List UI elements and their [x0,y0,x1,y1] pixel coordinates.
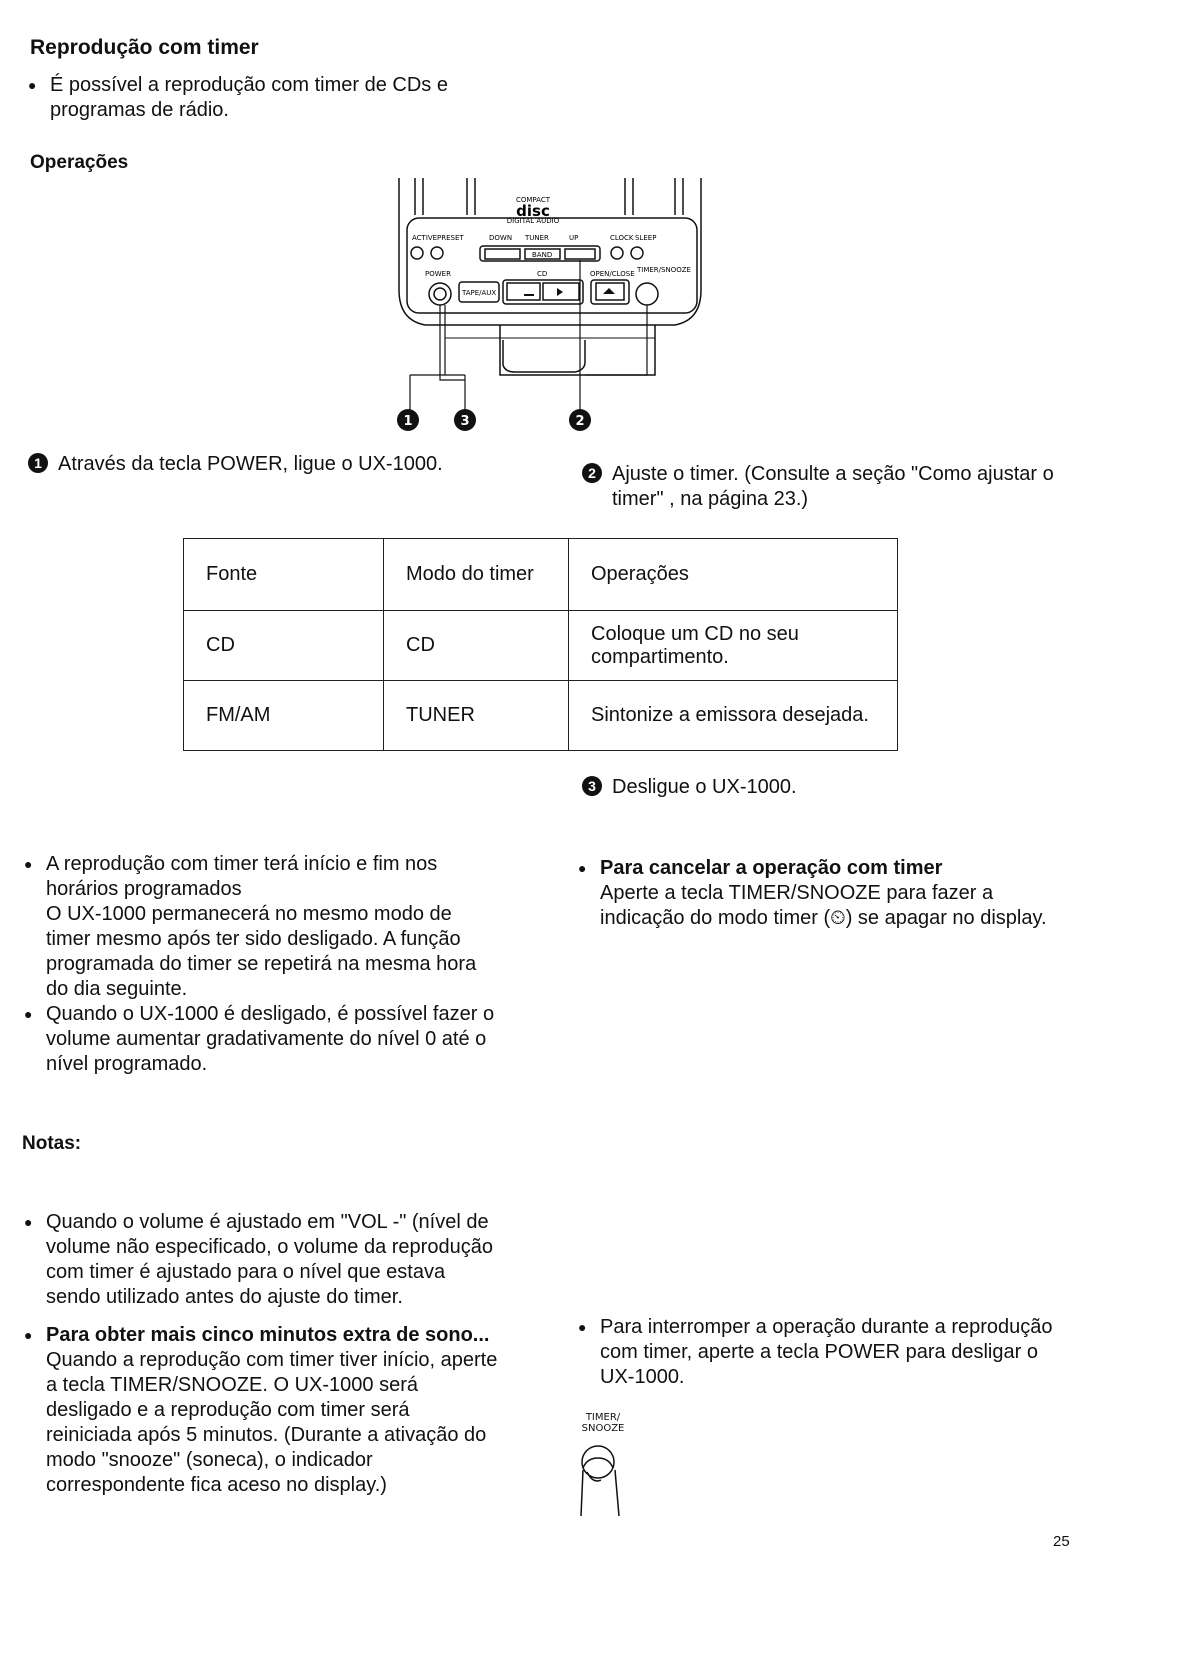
timer-notes-left [46,852,498,1077]
label-sleep: SLEEP [635,234,657,242]
table-header-cell: Modo do timer [384,539,569,611]
notas-bullet-1: ● Quando o volume é ajustado em "VOL -" (nível de volume não especificado, o volume da reprodução com timer é ajustado para o nível que estava sendo utilizado antes do ajuste do timer. [46,1210,498,1310]
cancel-title: ● Para cancelar a operação com timer [600,856,1056,881]
cancel-section [600,856,1056,931]
step-2-text: Ajuste o timer. (Consulte a seção "Como ajustar o timer" , na página 23.) [612,463,1054,510]
label-active: ACTIVE [412,234,438,242]
device-front-panel-diagram [385,170,715,440]
cancel-text: Aperte a tecla TIMER/SNOOZE para fazer a indicação do modo timer (⏲) se apagar no display. [600,882,1047,929]
timer-snooze-button-label [575,1412,631,1434]
step-1: 1 Através da tecla POWER, ligue o UX-1000. [28,452,528,477]
table-cell: Sintonize a emissora desejada. [569,681,898,751]
table-header-cell: Operações [569,539,898,611]
label-open-close: OPEN/CLOSE [590,270,635,278]
intro-text: ● É possível a reprodução com timer de CDs e programas de rádio. [50,73,510,123]
callout-3: 3 [460,414,470,429]
logo-sub-label: DIGITAL AUDIO [506,217,560,225]
page-number: 25 [1053,1533,1070,1550]
callout-2: 2 [575,414,585,429]
label-up: UP [569,234,579,242]
step-2: 2 Ajuste o timer. (Consulte a seção "Como ajustar o timer" , na página 23.) [582,462,1102,512]
label-power: POWER [425,270,451,278]
notas-bullet-2: ● Para interromper a operação durante a reprodução com timer, aperte a tecla POWER para desligar o UX-1000. [600,1315,1056,1390]
snooze-title: ● Para obter mais cinco minutos extra de sono... [46,1323,498,1348]
table-header-row [184,539,898,611]
page-title: Reprodução com timer [30,36,259,59]
notas-title: Notas: [22,1133,82,1154]
label-tuner: TUNER [525,234,549,242]
table-row [184,681,898,751]
snooze-label-line-1: TIMER/ [585,1412,621,1423]
table-row [184,611,898,681]
table-cell: Coloque um CD no seu compartimento. [569,611,898,681]
label-clock: CLOCK [610,234,634,242]
operations-heading: Operações [30,152,129,173]
table-cell: CD [384,611,569,681]
logo-disc: disc [516,202,550,220]
timer-operations-table [183,538,898,751]
snooze-text: Quando a reprodução com timer tiver início, aperte a tecla TIMER/SNOOZE. O UX-1000 será desligado e a reprodução com timer será reiniciada após 5 minutos. (Durante a ativação do modo "snooze" (soneca), o indicador correspondente fica aceso no display.) [46,1349,498,1496]
table-cell: TUNER [384,681,569,751]
label-down: DOWN [489,234,513,242]
label-cd: CD [537,270,548,278]
logo-top-label: COMPACT [515,196,551,204]
step-3: 3 Desligue o UX-1000. [582,775,797,800]
note-bullet-1: ● A reprodução com timer terá início e fim nos horários programados [46,852,498,902]
step-3-text: Desligue o UX-1000. [612,776,797,798]
table-cell: FM/AM [184,681,384,751]
label-preset: PRESET [437,234,464,242]
snooze-label-line-2: SNOOZE [581,1423,625,1434]
label-tape-aux: TAPE/AUX [462,289,497,297]
snooze-section [46,1323,498,1498]
callout-1: 1 [403,414,413,429]
label-timer-snooze: TIMER/SNOOZE [637,266,691,274]
label-band: BAND [532,251,553,259]
table-header-cell: Fonte [184,539,384,611]
step-1-text: Através da tecla POWER, ligue o UX-1000. [58,453,443,475]
note-bullet-2: ● Quando o UX-1000 é desligado, é possível fazer o volume aumentar gradativamente do nível 0 até o nível programado. [46,1002,498,1077]
timer-snooze-button-icon [573,1440,633,1520]
table-cell: CD [184,611,384,681]
note-bullet-1-continued: O UX-1000 permanecerá no mesmo modo de timer mesmo após ter sido desligado. A função programada do timer se repetirá na mesma hora do dia seguinte. [46,903,477,1000]
